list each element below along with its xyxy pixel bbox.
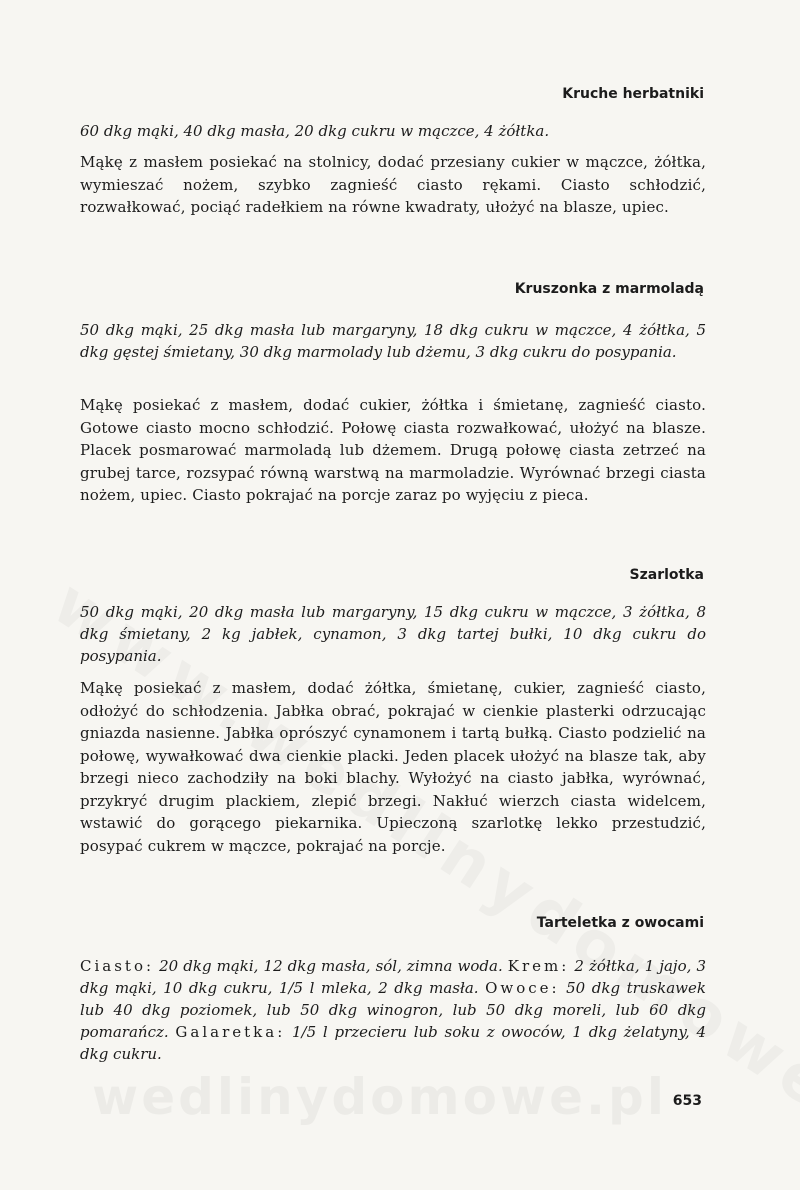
footer-watermark xyxy=(92,1068,667,1126)
recipe-title-kruche-herbatniki: Kruche herbatniki xyxy=(562,86,704,102)
recipe-instructions: Mąkę posiekać z masłem, dodać cukier, żółtka i śmietanę, zagnieść ciasto. Gotowe ciasto mocno schłodzić. Połowę ciasta rozwałkować, ułożyć na blasze. Placek posmarować marmoladą lub dżemem. Drugą połowę ciasta zetrzeć na grubej tarce, rozsypać równą warstwą na marmoladzie. Wyrównać brzegi ciasta nożem, upiec. Ciasto pokrajać na porcje zaraz po wyjęciu z pieca. xyxy=(80,396,706,504)
recipe-ingredients xyxy=(80,955,706,1065)
recipe-title-kruszonka: Kruszonka z marmoladą xyxy=(514,281,704,297)
galaretka-ingredients: 1/5 l przecieru lub soku z owoców, 1 dkg żelatyny, 4 dkg cukru. xyxy=(80,1023,706,1063)
recipe-instructions: Mąkę z masłem posiekać na stolnicy, dodać przesiany cukier w mączce, żółtka, wymieszać nożem, szybko zagnieść ciasto rękami. Ciasto schłodzić, rozwałkować, pociąć radełkiem na równe kwadraty, ułożyć na blasze, upiec. xyxy=(80,153,706,216)
section-label-krem: Krem: xyxy=(507,957,570,975)
krem-ingredients: 2 żółtka, 1 jajo, 3 dkg mąki, 10 dkg cukru, 1/5 l mleka, 2 dkg masła. xyxy=(80,957,706,997)
section-label-owoce: Owoce: xyxy=(485,979,560,997)
recipe-ingredients: 50 dkg mąki, 20 dkg masła lub margaryny, 15 dkg cukru w mączce, 3 żółtka, 8 dkg śmietany, 2 kg jabłek, cynamon, 3 dkg tartej bułki, 10 dkg cukru do posypania. xyxy=(80,603,706,665)
section-label-galaretka: Galaretka: xyxy=(175,1023,286,1041)
page-number: 653 xyxy=(672,1093,702,1109)
recipe-instructions: Mąkę posiekać z masłem, dodać żółtka, śmietanę, cukier, zagnieść ciasto, odłożyć do schłodzenia. Jabłka obrać, pokrajać w cienkie plasterki odrzucając gniazda nasienne. Jabłka oprószyć cynamonem i tartą bułką. Ciasto podzielić na połowę, wywałkować dwa cienkie placki. Jeden placek ułożyć na blasze tak, aby brzegi nieco zachodziły na boki blachy. Wyłożyć na ciasto jabłka, wyrównać, przykryć drugim plackiem, zlepić brzegi. Nakłuć wierzch ciasta widelcem, wstawić do gorącego piekarnika. Upieczoną szarlotkę lekko przestudzić, posypać cukrem w mączce, pokrajać na porcje. xyxy=(80,679,706,855)
recipe-title-tarteletka: Tarteletka z owocami xyxy=(536,915,704,931)
recipe-title-szarlotka: Szarlotka xyxy=(629,567,704,583)
recipe-ingredients: 50 dkg mąki, 25 dkg masła lub margaryny, 18 dkg cukru w mączce, 4 żółtka, 5 dkg gęstej śmietany, 30 dkg marmolady lub dżemu, 3 dkg cukru do posypania. xyxy=(80,321,706,361)
owoce-ingredients: 50 dkg truskawek lub 40 dkg poziomek, lub 50 dkg winogron, lub 50 dkg moreli, lub 60 dkg pomarańcz. xyxy=(80,979,706,1041)
recipe-ingredients: 60 dkg mąki, 40 dkg masła, 20 dkg cukru w mączce, 4 żółtka. xyxy=(80,122,550,140)
ciasto-ingredients: 20 dkg mąki, 12 dkg masła, sól, zimna woda. xyxy=(154,957,508,975)
section-label-ciasto: Ciasto: xyxy=(80,957,155,975)
